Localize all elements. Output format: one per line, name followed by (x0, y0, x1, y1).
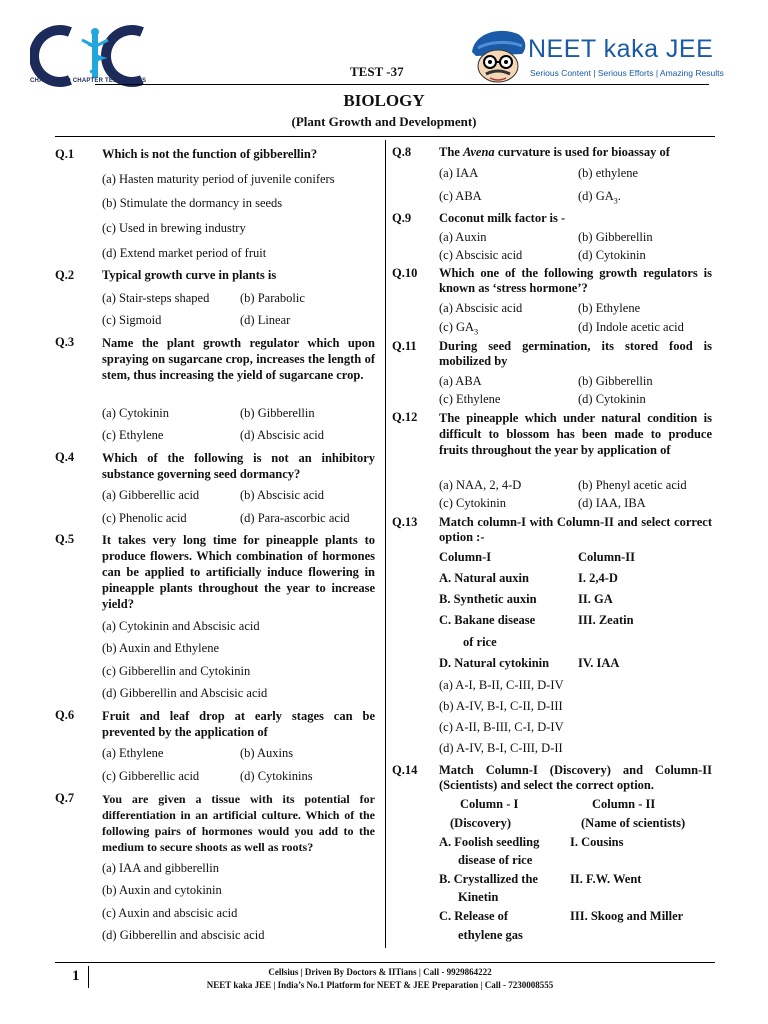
test-label: TEST -37 (350, 64, 404, 79)
question-number: Q.6 (55, 708, 75, 722)
question-text: Name the plant growth regulator which upon spraying on sugarcane crop, increases the length of stem, thus increasing the yield of sugarcane crop. (102, 336, 375, 382)
option: (d) Cytokinins (240, 769, 313, 783)
option: (b) Ethylene (578, 301, 641, 315)
question-number: Q.10 (392, 266, 418, 280)
option: (b) Abscisic acid (240, 488, 325, 502)
match-left: D. Natural cytokinin (439, 656, 550, 670)
option: (c) Abscisic acid (439, 248, 523, 262)
question-text: Typical growth curve in plants is (102, 268, 277, 282)
question-text: Fruit and leaf drop at early stages can be prevented by the application of (102, 709, 375, 739)
question-number: Q.5 (55, 532, 75, 546)
match-left: A. Natural auxin (439, 571, 529, 585)
question-number: Q.2 (55, 268, 75, 282)
option: (a) Cytokinin and Abscisic acid (102, 619, 260, 633)
option: (b) A-IV, B-I, C-II, D-III (439, 699, 563, 713)
option: (a) A-I, B-II, C-III, D-IV (439, 678, 564, 692)
question-number: Q.14 (392, 763, 418, 777)
option: (d) Cytokinin (578, 392, 646, 406)
option: (d) Gibberellin and abscisic acid (102, 928, 265, 942)
option: (c) $GA_3$ (439, 320, 479, 337)
option: (c) Cytokinin (439, 496, 507, 510)
option: (b) Gibberellin (240, 406, 315, 420)
option: (a) Stair-steps shaped (102, 291, 210, 305)
content-top-divider (55, 136, 715, 137)
question-text: During seed germination, its stored food is mobilized by (439, 339, 712, 368)
match-left: disease of rice (458, 853, 533, 867)
match-left: C. Bakane disease (439, 613, 536, 627)
match-left: B. Synthetic auxin (439, 592, 537, 606)
footer-contact-cellsius: Cellsius | Driven By Doctors & IITians | Call - 9929864222 (268, 967, 492, 977)
match-right: I. Cousins (570, 835, 624, 849)
question-text: Which of the following is not an inhibitory substance governing seed dormancy? (102, 451, 375, 481)
match-right: I. 2,4-D (578, 571, 618, 585)
match-left: A. Foolish seedling (439, 835, 540, 849)
option: (d) Para-ascorbic acid (240, 511, 350, 525)
question-text: The Avena curvature is used for bioassay of (439, 145, 670, 159)
option: (d) IAA, IBA (578, 496, 646, 510)
option: (b) Auxins (240, 746, 294, 760)
option: (c) A-II, B-III, C-I, D-IV (439, 720, 564, 734)
option: (c) Ethylene (102, 428, 164, 442)
question-number: Q.7 (55, 791, 75, 805)
question-text: The pineapple which under natural condition is difficult to blossom has been made to produce fruits throughout the year by application of (439, 411, 712, 457)
column-subheader: (Name of scientists) (581, 816, 686, 830)
question-text: Which one of the following growth regulators is known as ‘stress hormone’? (439, 266, 712, 295)
option: (b) ethylene (578, 166, 639, 180)
option: (d) A-IV, B-I, C-III, D-II (439, 741, 563, 755)
option: (a) Abscisic acid (439, 301, 523, 315)
option: (a) IAA and gibberellin (102, 861, 219, 875)
column-subheader: (Discovery) (450, 816, 512, 830)
match-left: ethylene gas (458, 928, 523, 942)
option: (c) ABA (439, 189, 482, 203)
option: (c) Gibberellin and Cytokinin (102, 664, 251, 678)
question-number: Q.8 (392, 145, 412, 159)
match-left: Kinetin (458, 890, 499, 904)
question-number: Q.3 (55, 335, 75, 349)
option: (a) Ethylene (102, 746, 164, 760)
question-number: Q.4 (55, 450, 75, 464)
option: (a) IAA (439, 166, 479, 180)
page-number: 1 (72, 968, 80, 984)
question-number: Q.12 (392, 410, 418, 424)
option: (c) Phenolic acid (102, 511, 187, 525)
option: (a) Gibberellic acid (102, 488, 200, 502)
question-number: Q.1 (55, 147, 75, 161)
column-header: Column-II (578, 550, 635, 564)
option: (a) NAA, 2, 4-D (439, 478, 522, 492)
option: (d) Cytokinin (578, 248, 646, 262)
column-header: Column - II (592, 797, 656, 811)
subject-title: BIOLOGY (343, 91, 425, 110)
option: (a) ABA (439, 374, 482, 388)
brand-mascot-icon (468, 26, 530, 88)
option: (a) Cytokinin (102, 406, 170, 420)
option: (b) Auxin and Ethylene (102, 641, 219, 655)
match-right: IV. IAA (578, 656, 620, 670)
option: (b) Gibberellin (578, 230, 653, 244)
match-left: of rice (463, 635, 497, 649)
option: (d) Linear (240, 313, 291, 327)
page-number-bar (88, 966, 89, 988)
question-number: Q.9 (392, 211, 412, 225)
option: (a) Hasten maturity period of juvenile conifers (102, 172, 335, 186)
option: (b) Gibberellin (578, 374, 653, 388)
option: (c) Used in brewing industry (102, 221, 246, 235)
option: (b) Parabolic (240, 291, 305, 305)
option: (d) Abscisic acid (240, 428, 325, 442)
option: (b) Phenyl acetic acid (578, 478, 687, 492)
option: (d) Indole acetic acid (578, 320, 684, 334)
option: (d) Gibberellin and Abscisic acid (102, 686, 268, 700)
match-right: III. Zeatin (578, 613, 634, 627)
question-text: You are given a tissue with its potential for differentiation in an artificial culture. Which of the following pairs of hormones would you add to the medium to secure shoots as well as roots? (102, 792, 375, 854)
question-text: It takes very long time for pineapple plants to produce flowers. Which combination of hormones can be applied to artificially induce flowering in pineapple plants throughout the year to increase yield? (102, 533, 375, 611)
option: (c) Sigmoid (102, 313, 162, 327)
brand-tagline: Serious Content | Serious Efforts | Amazing Results (530, 68, 724, 78)
question-text: Which is not the function of gibberellin? (102, 147, 318, 161)
question-text: Coconut milk factor is - (439, 211, 566, 225)
chapter-title: (Plant Growth and Development) (291, 114, 477, 129)
option: (a) Auxin (439, 230, 487, 244)
footer-contact-neetkakajee: NEET kaka JEE | India’s No.1 Platform for NEET & JEE Preparation | Call - 7230008555 (206, 980, 554, 990)
footer-divider (55, 962, 715, 963)
column-divider (385, 140, 386, 948)
option: (b) Stimulate the dormancy in seeds (102, 196, 283, 210)
question-text: Match Column-I (Discovery) and Column-II (Scientists) and select the correct option. (439, 763, 712, 792)
option: (c) Auxin and abscisic acid (102, 906, 238, 920)
match-right: II. GA (578, 592, 613, 606)
match-left: C. Release of (439, 909, 509, 923)
option: (d) Extend market period of fruit (102, 246, 267, 260)
column-header: Column - I (460, 797, 519, 811)
match-right: II. F.W. Went (570, 872, 642, 886)
question-number: Q.11 (392, 339, 417, 353)
option: (c) Gibberellic acid (102, 769, 200, 783)
match-right: III. Skoog and Miller (570, 909, 684, 923)
logo-tagline: CHAPTER TO CHAPTER TEST SERIES (30, 78, 147, 84)
option: (c) Ethylene (439, 392, 501, 406)
match-left: B. Crystallized the (439, 872, 538, 886)
question-text: Match column-I with Column-II and select correct option :- (439, 515, 712, 544)
brand-name: NEET kaka JEE (528, 35, 714, 63)
question-number: Q.13 (392, 515, 418, 529)
header-divider (95, 84, 709, 85)
option: (d) $GA_3$. (578, 189, 621, 206)
column-header: Column-I (439, 550, 492, 564)
option: (b) Auxin and cytokinin (102, 883, 222, 897)
